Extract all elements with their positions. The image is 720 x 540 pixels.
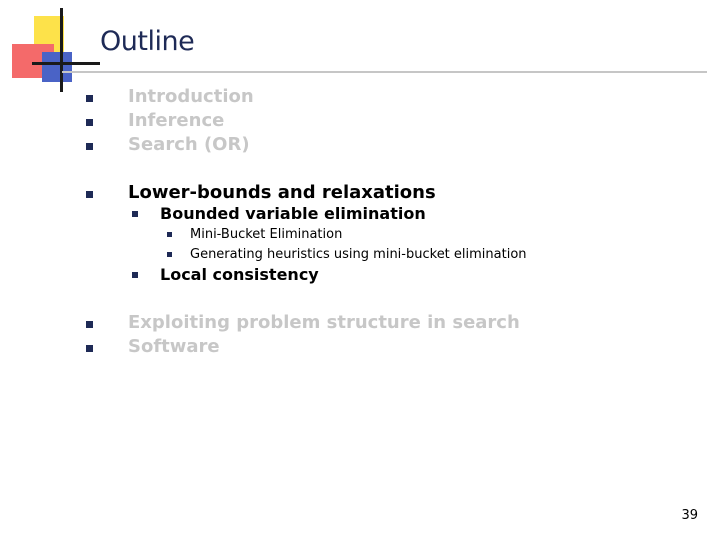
logo-horizontal-line	[32, 62, 100, 65]
logo-vertical-line	[60, 8, 63, 92]
outline-subitem-bounded-variable-elimination	[160, 206, 426, 222]
outline-item-inference	[128, 112, 224, 130]
logo-blue-square	[42, 52, 72, 82]
bullet-icon	[167, 232, 172, 237]
title-divider	[62, 71, 707, 73]
bullet-icon	[167, 252, 172, 257]
outline-item-label: Software	[128, 336, 220, 357]
outline-item-label: Inference	[128, 110, 225, 131]
outline-item-software	[128, 338, 220, 356]
bullet-icon	[86, 143, 93, 150]
outline-subsubitem-label: Mini-Bucket Elimination	[190, 227, 343, 242]
outline-item-label: Exploiting problem structure in search	[128, 312, 520, 333]
page-number: 39	[681, 508, 698, 523]
bullet-icon	[86, 119, 93, 126]
bullet-icon	[86, 345, 93, 352]
outline-item-exploiting-structure	[128, 314, 520, 332]
outline-subsubitem-mini-bucket	[190, 228, 342, 241]
slide-title: Outline	[100, 26, 195, 57]
outline-subitem-label: Bounded variable elimination	[160, 204, 426, 223]
outline-subitem-local-consistency	[160, 267, 319, 283]
bullet-icon	[132, 211, 138, 217]
outline-item-label: Search (OR)	[128, 134, 250, 155]
outline-item-lower-bounds	[128, 184, 436, 202]
outline-subsubitem-generating-heuristics	[190, 248, 527, 261]
outline-subitem-label: Local consistency	[160, 265, 319, 284]
outline-item-label: Introduction	[128, 86, 254, 107]
bullet-icon	[86, 191, 93, 198]
bullet-icon	[86, 95, 93, 102]
outline-item-label: Lower-bounds and relaxations	[128, 182, 436, 203]
bullet-icon	[86, 321, 93, 328]
outline-item-search	[128, 136, 250, 154]
corner-logo	[0, 0, 100, 100]
outline-item-introduction	[128, 88, 254, 106]
outline-subsubitem-label: Generating heuristics using mini-bucket elimination	[190, 247, 527, 262]
bullet-icon	[132, 272, 138, 278]
